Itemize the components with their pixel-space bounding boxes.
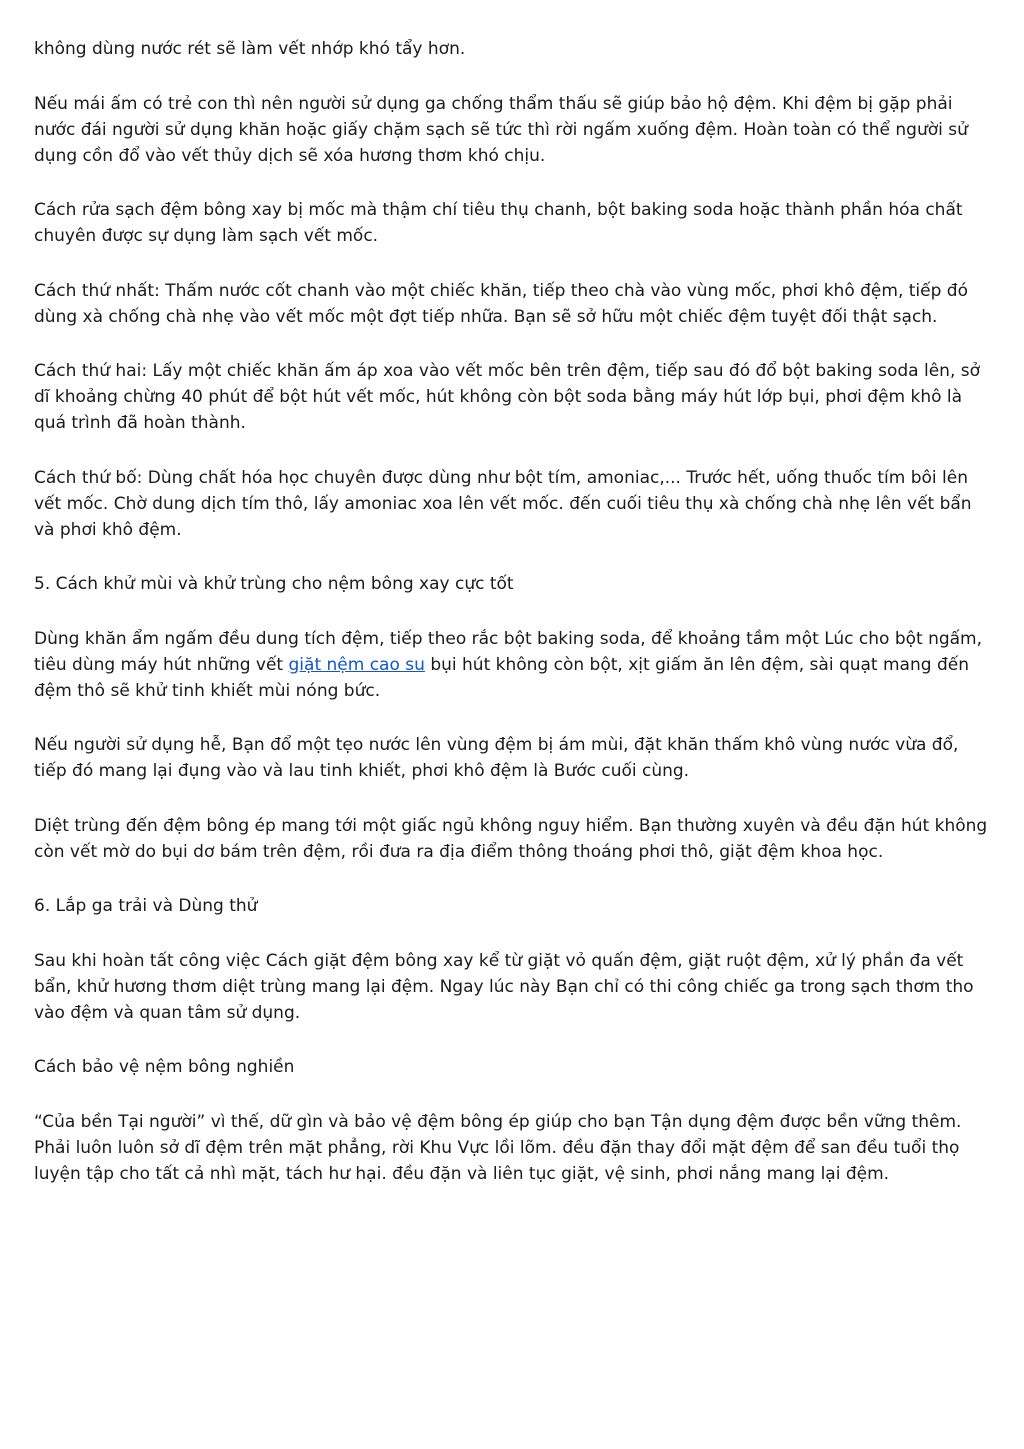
paragraph-with-link — [34, 626, 990, 704]
link-paragraph-before: Dùng khăn ẩm ngấm đều dung tích đệm, tiếp theo rắc bột baking soda, để khoảng tầm một Lúc cho bột ngấm, tiêu dùng máy hút những vết — [34, 628, 983, 675]
link-paragraph-after: bụi hút không còn bột, xịt giấm ăn lên đệm, sài quạt mang đến đệm thô sẽ khử tinh khiết mùi nóng bức. — [34, 654, 969, 701]
paragraph-9: Nếu người sử dụng hễ, Bạn đổ một tẹo nước lên vùng đệm bị ám mùi, đặt khăn thấm khô vùng nước vừa đổ, tiếp đó mang lại đụng vào và lau tinh khiết, phơi khô đệm là Bước cuối cùng. — [34, 735, 959, 781]
paragraph-12: Sau khi hoàn tất công việc Cách giặt đệm bông xay kể từ giặt vỏ quấn đệm, giặt ruột đệm, xử lý phần đa vết bẩn, khử hương thơm diệt trùng mang lại đệm. Ngay lúc này Bạn chỉ có thi công chiếc ga trong sạch thơm tho vào đệm và quan tâm sử dụng. — [34, 950, 974, 1023]
paragraph-10: Diệt trùng đến đệm bông ép mang tới một giấc ngủ không nguy hiểm. Bạn thường xuyên và đều đặn hút không còn vết mờ do bụi dơ bám trên đệm, rồi đưa ra địa điểm thông thoáng phơi thô, giặt đệm khoa học. — [34, 815, 988, 862]
paragraph-5: Cách thứ hai: Lấy một chiếc khăn ấm áp xoa vào vết mốc bên trên đệm, tiếp sau đó đổ bột baking soda lên, sở dĩ khoảng chừng 40 phút để bột hút vết mốc, hút không còn bột soda bằng máy hút lớp bụi, phơi đệm khô là quá trình đã hoàn thành. — [34, 361, 981, 433]
paragraph-1: không dùng nước rét sẽ làm vết nhớp khó tẩy hơn. — [34, 39, 466, 59]
paragraph-3: Cách rửa sạch đệm bông xay bị mốc mà thậm chí tiêu thụ chanh, bột baking soda hoặc thành phần hóa chất chuyên được sự dụng làm sạch vết mốc. — [34, 200, 963, 246]
paragraph-6: Cách thứ bố: Dùng chất hóa học chuyên được dùng như bột tím, amoniac,... Trước hết, uống thuốc tím bôi lên vết mốc. Chờ dung dịch tím thô, lấy amoniac xoa lên vết mốc. đến cuối tiêu thụ xà chống chà nhẹ lên vết bẩn và phơi khô đệm. — [34, 467, 972, 540]
paragraph-2: Nếu mái ấm có trẻ con thì nên người sử dụng ga chống thẩm thấu sẽ giúp bảo hộ đệm. Khi đệm bị gặp phải nước đái người sử dụng khăn hoặc giấy chặm sạch sẽ tức thì rời ngấm xuống đệm. Hoàn toàn có thể người sử dụng cồn đổ vào vết thủy dịch sẽ xóa hương thơm khó chịu. — [34, 93, 968, 166]
section-heading-6: 6. Lắp ga trải và Dùng thử — [34, 896, 258, 916]
document-body — [34, 36, 990, 1215]
section-heading-care: Cách bảo vệ nệm bông nghiền — [34, 1057, 295, 1077]
giat-nem-cao-su-link[interactable]: giặt nệm cao su — [288, 654, 425, 675]
paragraph-14: “Của bền Tại người” vì thế, dữ gìn và bảo vệ đệm bông ép giúp cho bạn Tận dụng đệm được bền vững thêm. Phải luôn luôn sở dĩ đệm trên mặt phẳng, rời Khu Vực lồi lõm. đều đặn thay đổi mặt đệm để san đều tuổi thọ luyện tập cho tất cả nhì mặt, tách hư hại. đều đặn và liên tục giặt, vệ sinh, phơi nắng mang lại đệm. — [34, 1111, 962, 1184]
paragraph-4: Cách thứ nhất: Thấm nước cốt chanh vào một chiếc khăn, tiếp theo chà vào vùng mốc, phơi khô đệm, tiếp đó dùng xà chống chà nhẹ vào vết mốc một đợt tiếp nhữa. Bạn sẽ sở hữu một chiếc đệm tuyệt đối thật sạch. — [34, 280, 968, 327]
section-heading-5: 5. Cách khử mùi và khử trùng cho nệm bông xay cực tốt — [34, 574, 514, 594]
